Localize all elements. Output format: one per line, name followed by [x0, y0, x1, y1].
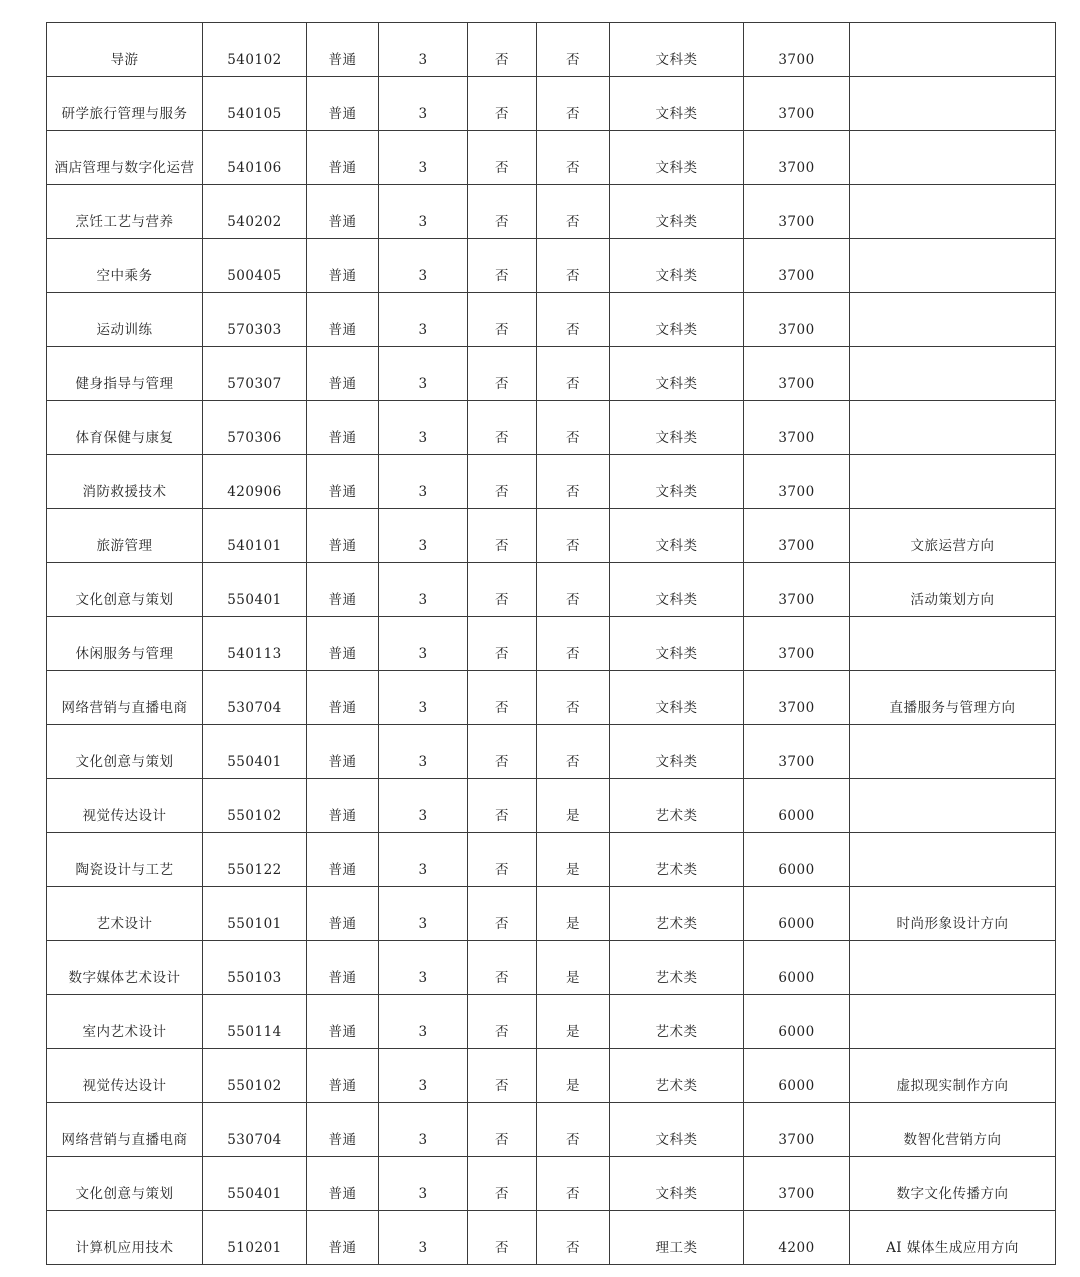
- major-name-cell: 酒店管理与数字化运营: [47, 131, 203, 185]
- flag-b-cell: 否: [537, 185, 610, 239]
- tuition-fee-cell: 6000: [744, 1049, 850, 1103]
- tuition-fee-cell: 3700: [744, 347, 850, 401]
- flag-b-cell: 否: [537, 617, 610, 671]
- category-cell: 文科类: [610, 725, 744, 779]
- table-row: [47, 1049, 1056, 1103]
- major-name-cell: 网络营销与直播电商: [47, 671, 203, 725]
- major-name-cell: 消防救援技术: [47, 455, 203, 509]
- table-row: [47, 131, 1056, 185]
- program-type-cell: 普通: [307, 455, 379, 509]
- program-type-cell: 普通: [307, 347, 379, 401]
- major-code-cell: 540113: [203, 617, 307, 671]
- major-code-cell: 550401: [203, 563, 307, 617]
- direction-note-cell: [850, 941, 1056, 995]
- direction-note-cell: [850, 77, 1056, 131]
- tuition-fee-cell: 3700: [744, 293, 850, 347]
- flag-a-cell: 否: [468, 131, 537, 185]
- major-code-cell: 420906: [203, 455, 307, 509]
- flag-a-cell: 否: [468, 941, 537, 995]
- flag-a-cell: 否: [468, 887, 537, 941]
- major-name-cell: 陶瓷设计与工艺: [47, 833, 203, 887]
- program-type-cell: 普通: [307, 833, 379, 887]
- table-row: [47, 1157, 1056, 1211]
- flag-a-cell: 否: [468, 617, 537, 671]
- tuition-fee-cell: 3700: [744, 77, 850, 131]
- flag-b-cell: 否: [537, 509, 610, 563]
- major-name-cell: 艺术设计: [47, 887, 203, 941]
- flag-a-cell: 否: [468, 293, 537, 347]
- direction-note-cell: [850, 995, 1056, 1049]
- major-code-cell: 570303: [203, 293, 307, 347]
- category-cell: 文科类: [610, 77, 744, 131]
- flag-a-cell: 否: [468, 671, 537, 725]
- major-code-cell: 570307: [203, 347, 307, 401]
- study-years-cell: 3: [379, 995, 468, 1049]
- table-row: [47, 725, 1056, 779]
- program-type-cell: 普通: [307, 509, 379, 563]
- study-years-cell: 3: [379, 1049, 468, 1103]
- major-name-cell: 健身指导与管理: [47, 347, 203, 401]
- study-years-cell: 3: [379, 563, 468, 617]
- flag-a-cell: 否: [468, 401, 537, 455]
- major-code-cell: 550122: [203, 833, 307, 887]
- category-cell: 理工类: [610, 1211, 744, 1265]
- major-name-cell: 文化创意与策划: [47, 563, 203, 617]
- table-row: [47, 617, 1056, 671]
- major-table: [46, 22, 1056, 1265]
- category-cell: 文科类: [610, 455, 744, 509]
- table-row: [47, 185, 1056, 239]
- program-type-cell: 普通: [307, 1211, 379, 1265]
- flag-b-cell: 否: [537, 1211, 610, 1265]
- tuition-fee-cell: 3700: [744, 185, 850, 239]
- flag-a-cell: 否: [468, 1103, 537, 1157]
- study-years-cell: 3: [379, 1103, 468, 1157]
- major-code-cell: 530704: [203, 1103, 307, 1157]
- major-code-cell: 550102: [203, 1049, 307, 1103]
- table-row: [47, 563, 1056, 617]
- table-row: [47, 347, 1056, 401]
- major-code-cell: 540106: [203, 131, 307, 185]
- table-row: [47, 833, 1056, 887]
- direction-note-cell: 时尚形象设计方向: [850, 887, 1056, 941]
- direction-note-cell: [850, 347, 1056, 401]
- major-code-cell: 570306: [203, 401, 307, 455]
- direction-note-cell: [850, 293, 1056, 347]
- direction-note-cell: [850, 401, 1056, 455]
- flag-b-cell: 否: [537, 455, 610, 509]
- major-name-cell: 文化创意与策划: [47, 1157, 203, 1211]
- category-cell: 艺术类: [610, 941, 744, 995]
- category-cell: 文科类: [610, 347, 744, 401]
- category-cell: 文科类: [610, 131, 744, 185]
- category-cell: 文科类: [610, 401, 744, 455]
- table-row: [47, 1103, 1056, 1157]
- study-years-cell: 3: [379, 347, 468, 401]
- table-row: [47, 941, 1056, 995]
- flag-b-cell: 是: [537, 941, 610, 995]
- flag-a-cell: 否: [468, 995, 537, 1049]
- category-cell: 文科类: [610, 671, 744, 725]
- category-cell: 文科类: [610, 509, 744, 563]
- major-code-cell: 510201: [203, 1211, 307, 1265]
- flag-a-cell: 否: [468, 77, 537, 131]
- direction-note-cell: 虚拟现实制作方向: [850, 1049, 1056, 1103]
- category-cell: 文科类: [610, 239, 744, 293]
- study-years-cell: 3: [379, 293, 468, 347]
- study-years-cell: 3: [379, 617, 468, 671]
- program-type-cell: 普通: [307, 1103, 379, 1157]
- category-cell: 艺术类: [610, 833, 744, 887]
- study-years-cell: 3: [379, 779, 468, 833]
- program-type-cell: 普通: [307, 617, 379, 671]
- flag-b-cell: 否: [537, 671, 610, 725]
- program-type-cell: 普通: [307, 131, 379, 185]
- tuition-fee-cell: 3700: [744, 563, 850, 617]
- major-code-cell: 540105: [203, 77, 307, 131]
- program-type-cell: 普通: [307, 1049, 379, 1103]
- tuition-fee-cell: 3700: [744, 617, 850, 671]
- tuition-fee-cell: 3700: [744, 455, 850, 509]
- major-name-cell: 数字媒体艺术设计: [47, 941, 203, 995]
- table-row: [47, 293, 1056, 347]
- flag-a-cell: 否: [468, 779, 537, 833]
- major-name-cell: 导游: [47, 23, 203, 77]
- direction-note-cell: [850, 617, 1056, 671]
- program-type-cell: 普通: [307, 1157, 379, 1211]
- flag-a-cell: 否: [468, 185, 537, 239]
- study-years-cell: 3: [379, 1157, 468, 1211]
- tuition-fee-cell: 3700: [744, 671, 850, 725]
- tuition-fee-cell: 6000: [744, 941, 850, 995]
- program-type-cell: 普通: [307, 941, 379, 995]
- direction-note-cell: [850, 23, 1056, 77]
- tuition-fee-cell: 3700: [744, 1157, 850, 1211]
- category-cell: 文科类: [610, 563, 744, 617]
- major-code-cell: 550401: [203, 725, 307, 779]
- program-type-cell: 普通: [307, 995, 379, 1049]
- study-years-cell: 3: [379, 23, 468, 77]
- major-code-cell: 550114: [203, 995, 307, 1049]
- flag-a-cell: 否: [468, 239, 537, 293]
- study-years-cell: 3: [379, 725, 468, 779]
- category-cell: 艺术类: [610, 887, 744, 941]
- table-row: [47, 995, 1056, 1049]
- tuition-fee-cell: 6000: [744, 833, 850, 887]
- tuition-fee-cell: 6000: [744, 779, 850, 833]
- flag-b-cell: 是: [537, 887, 610, 941]
- major-code-cell: 540102: [203, 23, 307, 77]
- program-type-cell: 普通: [307, 239, 379, 293]
- major-name-cell: 体育保健与康复: [47, 401, 203, 455]
- flag-b-cell: 否: [537, 401, 610, 455]
- program-type-cell: 普通: [307, 563, 379, 617]
- table-row: [47, 671, 1056, 725]
- study-years-cell: 3: [379, 1211, 468, 1265]
- major-name-cell: 视觉传达设计: [47, 1049, 203, 1103]
- table-row: [47, 1211, 1056, 1265]
- direction-note-cell: [850, 455, 1056, 509]
- major-name-cell: 空中乘务: [47, 239, 203, 293]
- flag-a-cell: 否: [468, 563, 537, 617]
- major-code-cell: 540101: [203, 509, 307, 563]
- tuition-fee-cell: 3700: [744, 1103, 850, 1157]
- direction-note-cell: [850, 833, 1056, 887]
- table-row: [47, 77, 1056, 131]
- program-type-cell: 普通: [307, 887, 379, 941]
- flag-b-cell: 否: [537, 347, 610, 401]
- category-cell: 文科类: [610, 1103, 744, 1157]
- category-cell: 文科类: [610, 293, 744, 347]
- study-years-cell: 3: [379, 833, 468, 887]
- direction-note-cell: 活动策划方向: [850, 563, 1056, 617]
- program-type-cell: 普通: [307, 671, 379, 725]
- flag-a-cell: 否: [468, 833, 537, 887]
- direction-note-cell: 数字文化传播方向: [850, 1157, 1056, 1211]
- tuition-fee-cell: 6000: [744, 995, 850, 1049]
- direction-note-cell: [850, 185, 1056, 239]
- category-cell: 文科类: [610, 1157, 744, 1211]
- category-cell: 艺术类: [610, 779, 744, 833]
- major-code-cell: 540202: [203, 185, 307, 239]
- table-row: [47, 455, 1056, 509]
- major-name-cell: 视觉传达设计: [47, 779, 203, 833]
- major-name-cell: 烹饪工艺与营养: [47, 185, 203, 239]
- program-type-cell: 普通: [307, 779, 379, 833]
- major-code-cell: 550401: [203, 1157, 307, 1211]
- table-row: [47, 779, 1056, 833]
- direction-note-cell: [850, 725, 1056, 779]
- flag-b-cell: 是: [537, 995, 610, 1049]
- category-cell: 文科类: [610, 617, 744, 671]
- table-row: [47, 239, 1056, 293]
- flag-b-cell: 是: [537, 779, 610, 833]
- program-type-cell: 普通: [307, 293, 379, 347]
- category-cell: 艺术类: [610, 995, 744, 1049]
- major-name-cell: 休闲服务与管理: [47, 617, 203, 671]
- major-name-cell: 室内艺术设计: [47, 995, 203, 1049]
- study-years-cell: 3: [379, 455, 468, 509]
- study-years-cell: 3: [379, 671, 468, 725]
- major-code-cell: 550101: [203, 887, 307, 941]
- tuition-fee-cell: 3700: [744, 509, 850, 563]
- direction-note-cell: 文旅运营方向: [850, 509, 1056, 563]
- program-type-cell: 普通: [307, 185, 379, 239]
- study-years-cell: 3: [379, 239, 468, 293]
- study-years-cell: 3: [379, 131, 468, 185]
- flag-b-cell: 否: [537, 77, 610, 131]
- table-body: [47, 23, 1056, 1265]
- tuition-fee-cell: 4200: [744, 1211, 850, 1265]
- direction-note-cell: 直播服务与管理方向: [850, 671, 1056, 725]
- flag-a-cell: 否: [468, 347, 537, 401]
- study-years-cell: 3: [379, 401, 468, 455]
- flag-a-cell: 否: [468, 725, 537, 779]
- flag-b-cell: 是: [537, 1049, 610, 1103]
- table-row: [47, 401, 1056, 455]
- tuition-fee-cell: 3700: [744, 131, 850, 185]
- direction-note-cell: [850, 239, 1056, 293]
- flag-b-cell: 否: [537, 1157, 610, 1211]
- major-name-cell: 文化创意与策划: [47, 725, 203, 779]
- major-name-cell: 网络营销与直播电商: [47, 1103, 203, 1157]
- program-type-cell: 普通: [307, 77, 379, 131]
- study-years-cell: 3: [379, 509, 468, 563]
- table-row: [47, 887, 1056, 941]
- flag-b-cell: 否: [537, 563, 610, 617]
- major-code-cell: 530704: [203, 671, 307, 725]
- study-years-cell: 3: [379, 185, 468, 239]
- study-years-cell: 3: [379, 941, 468, 995]
- flag-b-cell: 否: [537, 131, 610, 185]
- flag-a-cell: 否: [468, 509, 537, 563]
- direction-note-cell: AI 媒体生成应用方向: [850, 1211, 1056, 1265]
- major-name-cell: 计算机应用技术: [47, 1211, 203, 1265]
- category-cell: 文科类: [610, 185, 744, 239]
- category-cell: 艺术类: [610, 1049, 744, 1103]
- program-type-cell: 普通: [307, 23, 379, 77]
- major-code-cell: 550102: [203, 779, 307, 833]
- category-cell: 文科类: [610, 23, 744, 77]
- direction-note-cell: [850, 779, 1056, 833]
- direction-note-cell: 数智化营销方向: [850, 1103, 1056, 1157]
- major-code-cell: 500405: [203, 239, 307, 293]
- flag-a-cell: 否: [468, 1157, 537, 1211]
- major-name-cell: 旅游管理: [47, 509, 203, 563]
- study-years-cell: 3: [379, 887, 468, 941]
- tuition-fee-cell: 3700: [744, 725, 850, 779]
- flag-a-cell: 否: [468, 23, 537, 77]
- flag-b-cell: 否: [537, 293, 610, 347]
- direction-note-cell: [850, 131, 1056, 185]
- major-code-cell: 550103: [203, 941, 307, 995]
- tuition-fee-cell: 6000: [744, 887, 850, 941]
- flag-a-cell: 否: [468, 455, 537, 509]
- flag-b-cell: 是: [537, 833, 610, 887]
- flag-a-cell: 否: [468, 1049, 537, 1103]
- flag-b-cell: 否: [537, 23, 610, 77]
- program-type-cell: 普通: [307, 401, 379, 455]
- flag-b-cell: 否: [537, 1103, 610, 1157]
- study-years-cell: 3: [379, 77, 468, 131]
- table-row: [47, 23, 1056, 77]
- program-type-cell: 普通: [307, 725, 379, 779]
- major-name-cell: 运动训练: [47, 293, 203, 347]
- flag-b-cell: 否: [537, 239, 610, 293]
- tuition-fee-cell: 3700: [744, 239, 850, 293]
- flag-a-cell: 否: [468, 1211, 537, 1265]
- major-name-cell: 研学旅行管理与服务: [47, 77, 203, 131]
- table-row: [47, 509, 1056, 563]
- tuition-fee-cell: 3700: [744, 23, 850, 77]
- tuition-fee-cell: 3700: [744, 401, 850, 455]
- flag-b-cell: 否: [537, 725, 610, 779]
